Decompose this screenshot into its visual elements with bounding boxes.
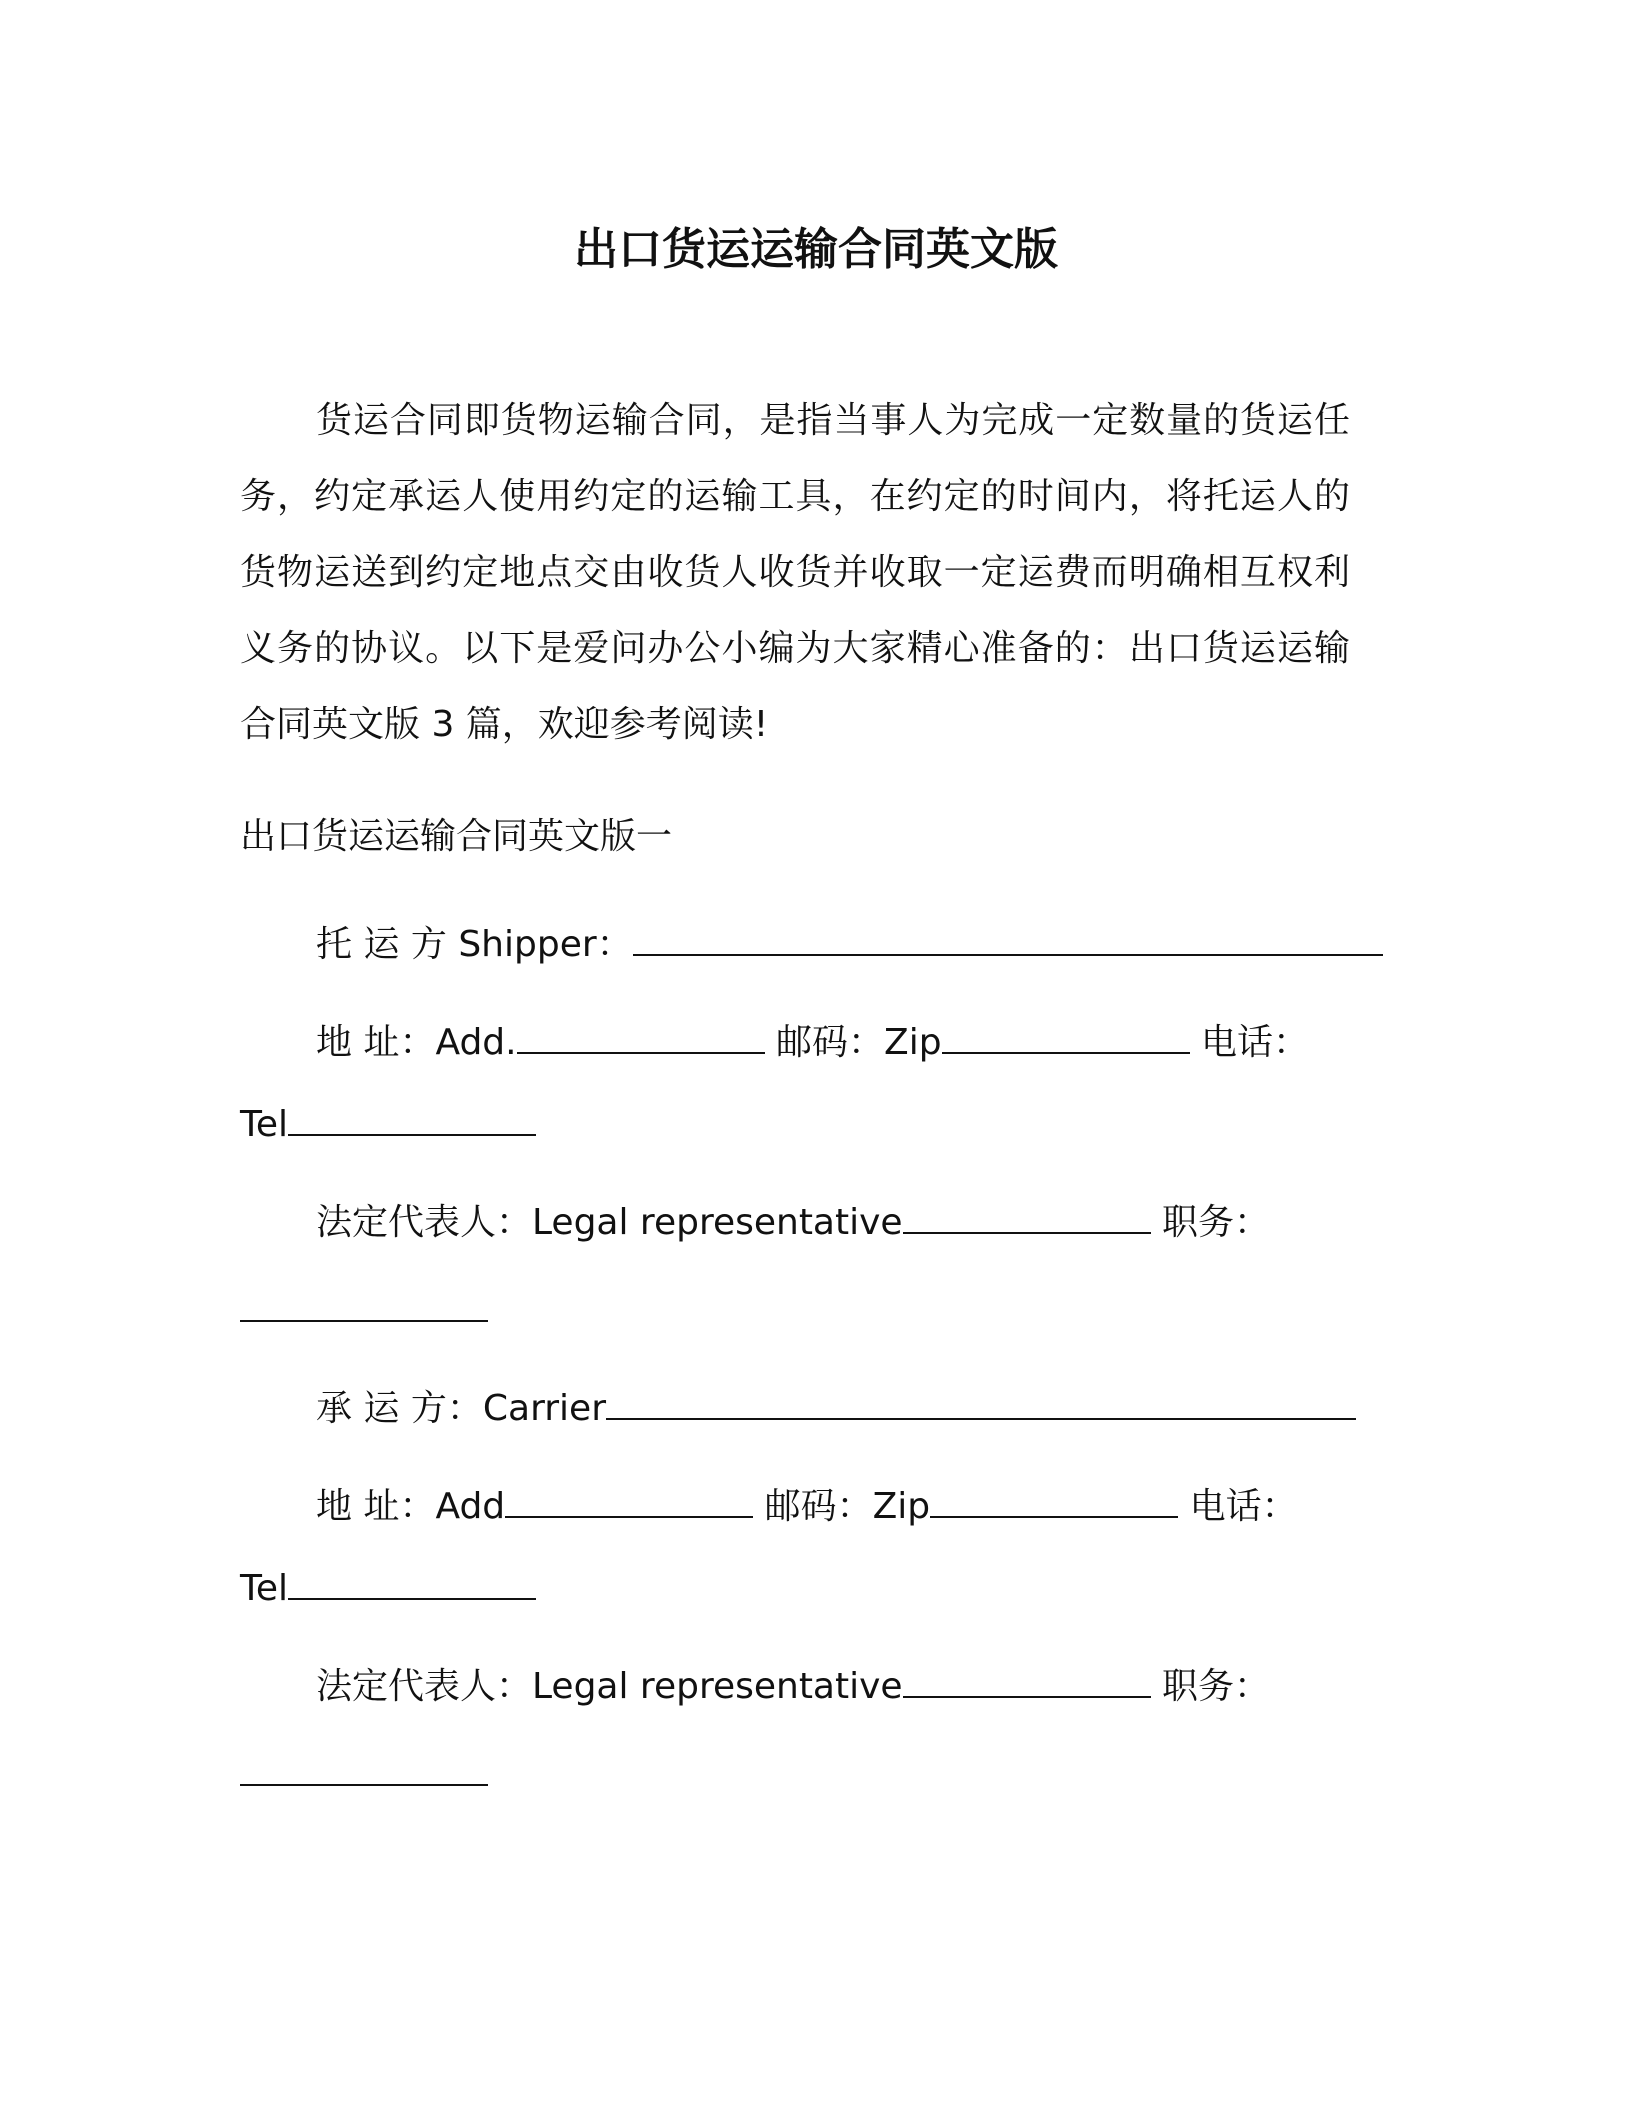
carrier-tel-label: Tel — [240, 1568, 289, 1609]
shipper-row — [316, 918, 1383, 970]
intro-line-1: 货运合同即货物运输合同，是指当事人为完成一定数量的货运任 — [316, 400, 1350, 441]
carrier-position-row — [240, 1748, 488, 1800]
carrier-label: 承 运 方：Carrier — [316, 1388, 607, 1429]
carrier-legal-rep-blank[interactable] — [903, 1660, 1151, 1698]
shipper-phone-label: 电话： — [1201, 1022, 1310, 1063]
shipper-tel-row — [240, 1098, 536, 1150]
carrier-position-label: 职务： — [1162, 1666, 1271, 1707]
shipper-legal-rep-blank[interactable] — [903, 1196, 1151, 1234]
document-title: 出口货运运输合同英文版 — [574, 224, 1058, 275]
carrier-address-row — [316, 1480, 1298, 1532]
shipper-legal-rep-label: 法定代表人：Legal representative — [316, 1202, 903, 1243]
shipper-tel-label: Tel — [240, 1104, 289, 1145]
carrier-tel-blank[interactable] — [288, 1562, 536, 1600]
shipper-position-blank[interactable] — [240, 1284, 488, 1322]
shipper-zip-label: 邮码：Zip — [776, 1022, 942, 1063]
carrier-phone-label: 电话： — [1189, 1486, 1298, 1527]
carrier-legal-rep-row — [316, 1660, 1270, 1712]
shipper-address-row — [316, 1016, 1309, 1068]
carrier-zip-label: 邮码：Zip — [764, 1486, 931, 1527]
section-heading: 出口货运运输合同英文版一 — [240, 816, 673, 857]
shipper-label: 托 运 方 Shipper： — [316, 924, 633, 965]
intro-line-5: 合同英文版 3 篇，欢迎参考阅读! — [240, 704, 769, 745]
shipper-blank[interactable] — [633, 918, 1383, 956]
shipper-address-blank[interactable] — [517, 1016, 765, 1054]
carrier-address-blank[interactable] — [505, 1480, 753, 1518]
carrier-blank[interactable] — [606, 1382, 1356, 1420]
carrier-legal-rep-label: 法定代表人：Legal representative — [316, 1666, 903, 1707]
intro-line-3: 货物运送到约定地点交由收货人收货并收取一定运费而明确相互权利 — [240, 552, 1350, 593]
carrier-tel-row — [240, 1562, 536, 1614]
intro-line-4: 义务的协议。以下是爱问办公小编为大家精心准备的：出口货运运输 — [240, 628, 1350, 669]
shipper-position-row — [240, 1284, 488, 1336]
shipper-position-label: 职务： — [1162, 1202, 1271, 1243]
carrier-row — [316, 1382, 1356, 1434]
shipper-tel-blank[interactable] — [288, 1098, 536, 1136]
shipper-zip-blank[interactable] — [942, 1016, 1190, 1054]
carrier-address-label: 地 址：Add — [316, 1486, 506, 1527]
shipper-legal-rep-row — [316, 1196, 1270, 1248]
intro-line-2: 务，约定承运人使用约定的运输工具，在约定的时间内，将托运人的 — [240, 476, 1350, 517]
shipper-address-label: 地 址：Add. — [316, 1022, 517, 1063]
carrier-zip-blank[interactable] — [930, 1480, 1178, 1518]
carrier-position-blank[interactable] — [240, 1748, 488, 1786]
